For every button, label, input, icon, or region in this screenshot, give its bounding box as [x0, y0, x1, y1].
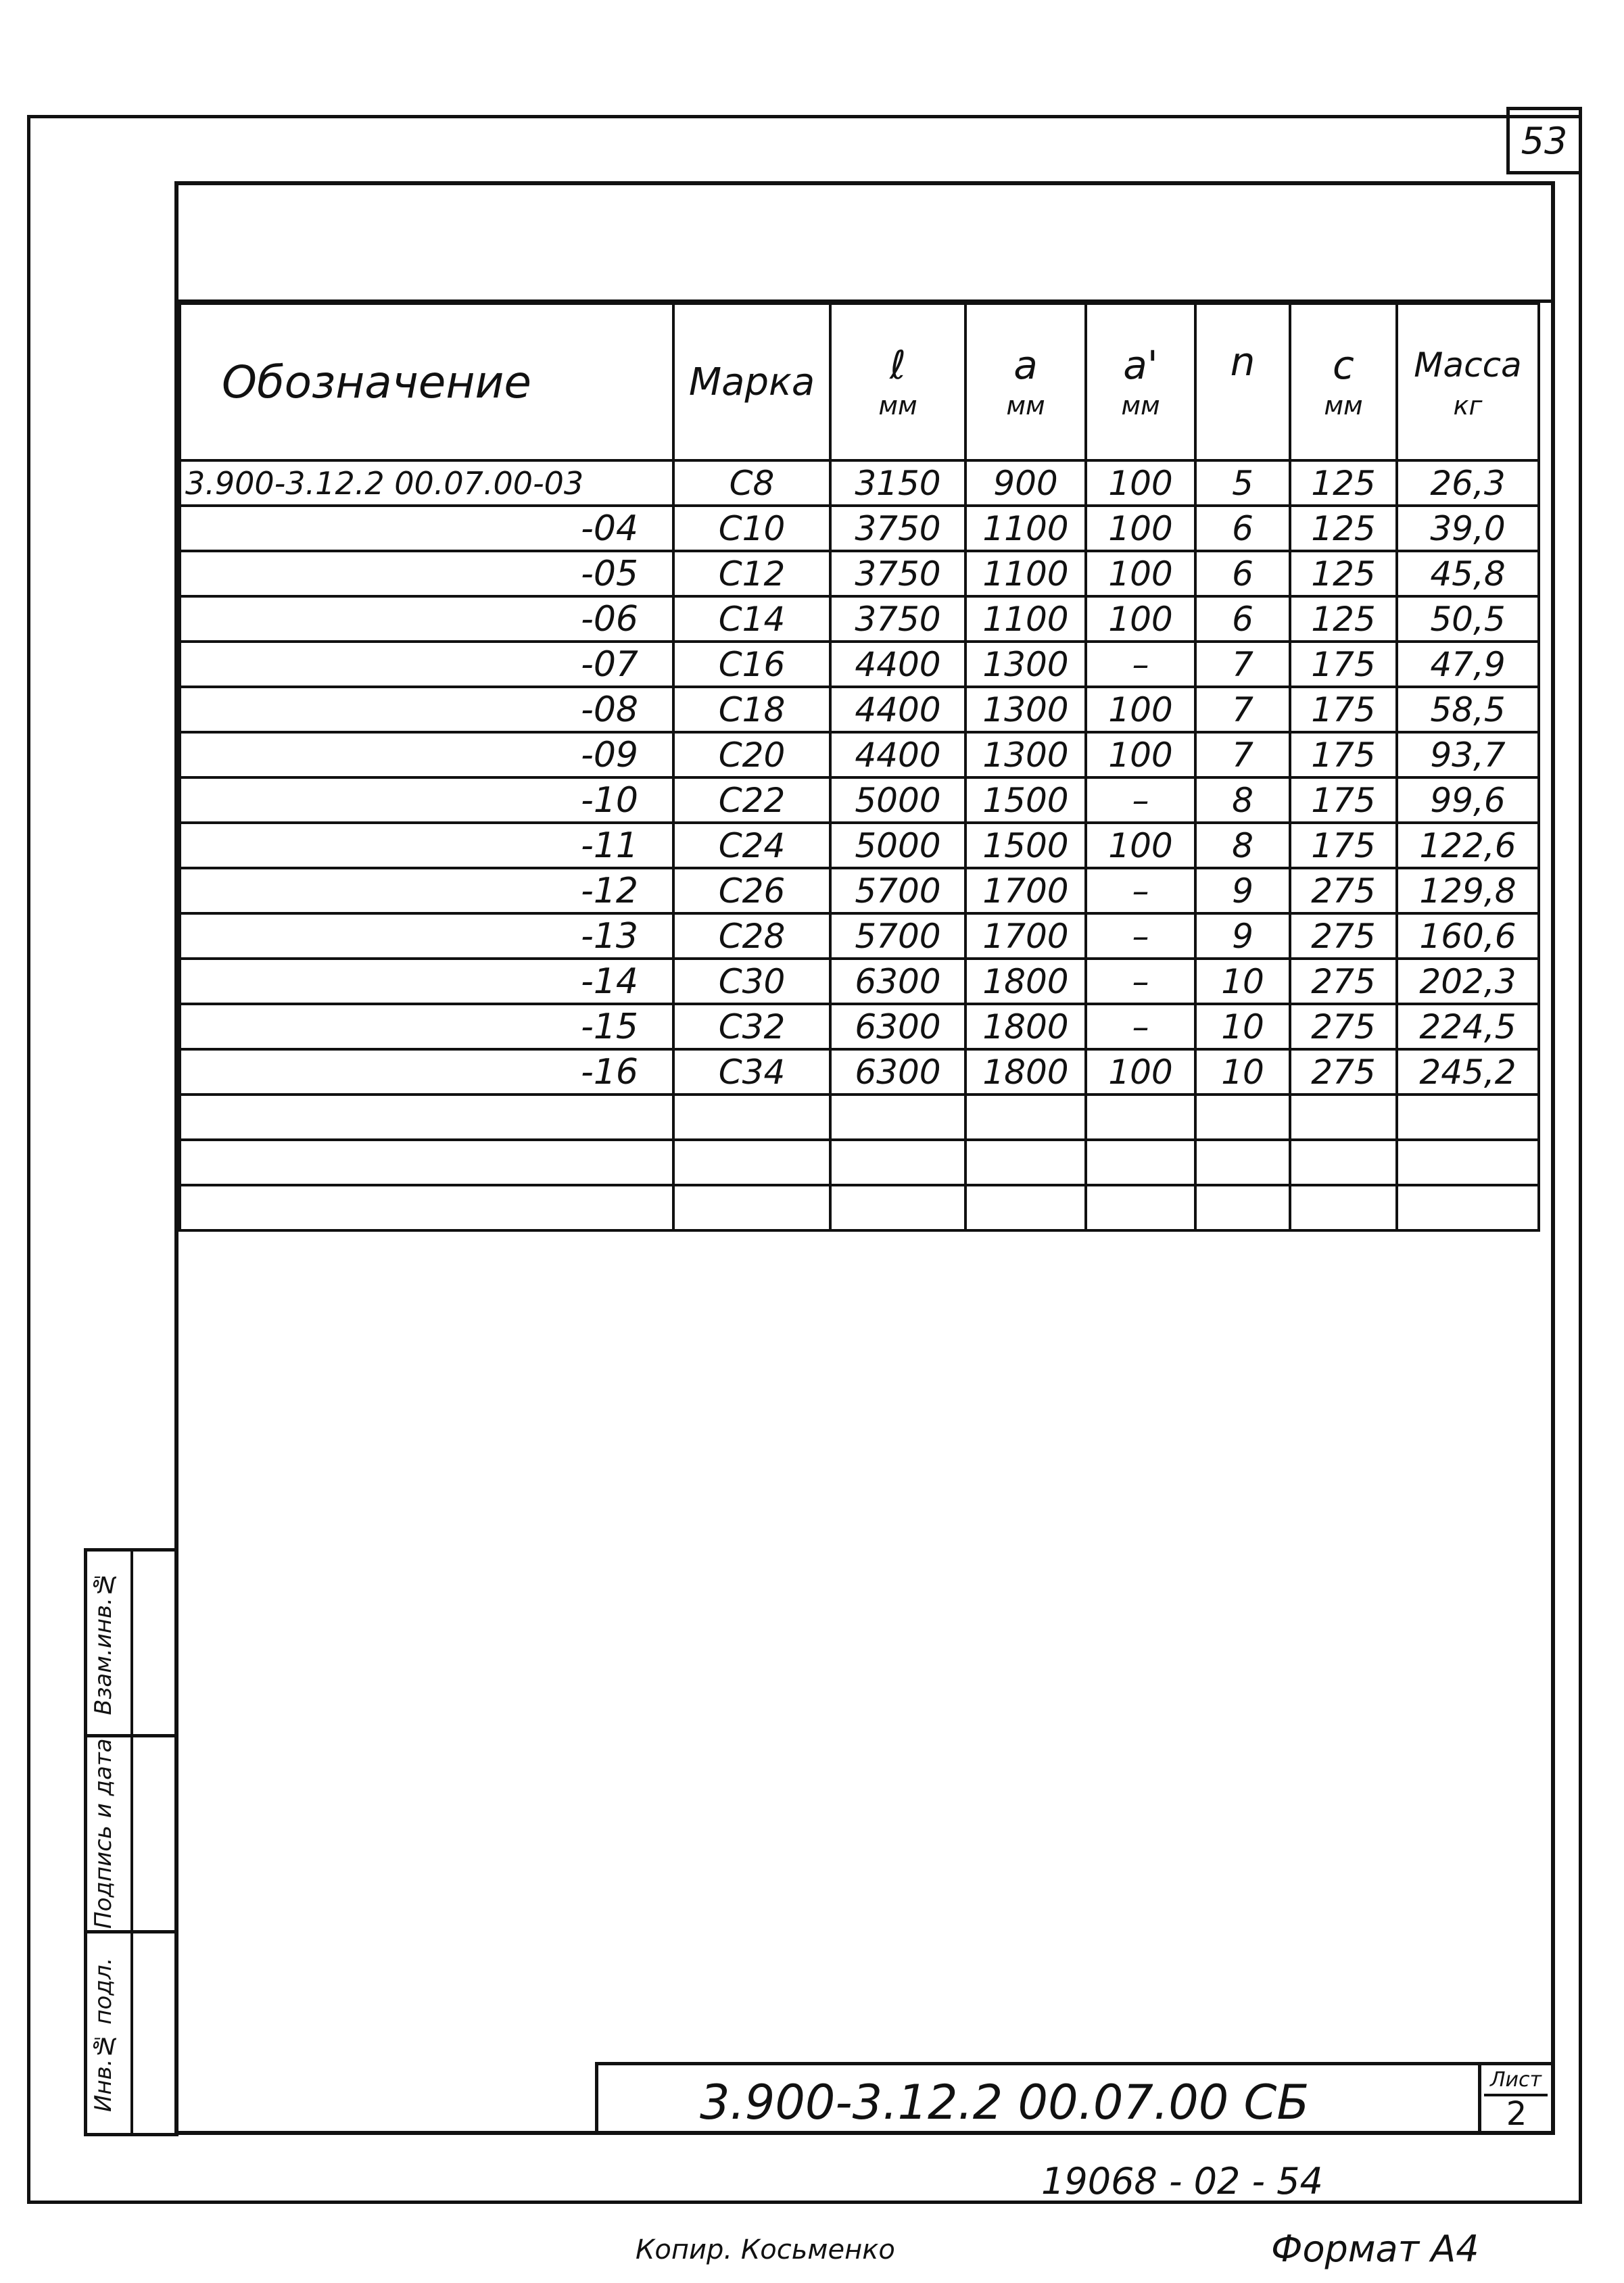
cell-mass: 93,7	[1397, 732, 1539, 777]
sheet-number-box	[1478, 2065, 1552, 2132]
table-row	[180, 1004, 1539, 1049]
cell-a: 1500	[965, 777, 1086, 823]
cell-designation: -06	[180, 596, 673, 642]
empty-cell	[673, 1140, 830, 1185]
empty-cell	[1195, 1185, 1290, 1230]
cell-n: 5	[1195, 460, 1290, 506]
cell-designation: -11	[180, 823, 673, 868]
cell-designation: -08	[180, 687, 673, 732]
header-c-symbol: c	[1333, 342, 1354, 388]
empty-cell	[830, 1140, 965, 1185]
cell-length: 6300	[830, 959, 965, 1004]
empty-cell	[1290, 1185, 1397, 1230]
cell-designation: -04	[180, 506, 673, 551]
header-length	[830, 304, 965, 460]
cell-n: 8	[1195, 777, 1290, 823]
header-a	[965, 304, 1086, 460]
cell-mass: 245,2	[1397, 1049, 1539, 1095]
header-mass-symbol: Масса	[1414, 345, 1522, 385]
cell-a: 1300	[965, 687, 1086, 732]
specification-table	[178, 302, 1540, 1232]
empty-cell	[1290, 1095, 1397, 1140]
side-strip-divider	[130, 1552, 133, 2133]
sheet-label: Лист	[1484, 2067, 1548, 2096]
table-row	[180, 460, 1539, 506]
document-code: 3.900-3.12.2 00.07.00 СБ	[700, 2075, 1310, 2130]
cell-length: 3750	[830, 551, 965, 596]
cell-a: 1100	[965, 551, 1086, 596]
cell-designation: -07	[180, 642, 673, 687]
table-row	[180, 1049, 1539, 1095]
order-number: 19068 - 02 - 54	[1041, 2160, 1323, 2203]
empty-cell	[180, 1095, 673, 1140]
cell-length: 5000	[830, 823, 965, 868]
cell-mark: С10	[673, 506, 830, 551]
cell-a-prime: –	[1086, 777, 1195, 823]
cell-length: 6300	[830, 1049, 965, 1095]
cell-mark: С30	[673, 959, 830, 1004]
header-mass	[1397, 304, 1539, 460]
empty-cell	[180, 1140, 673, 1185]
cell-mark: С26	[673, 868, 830, 913]
cell-c: 175	[1290, 823, 1397, 868]
cell-mark: С34	[673, 1049, 830, 1095]
table-row	[180, 868, 1539, 913]
cell-n: 7	[1195, 687, 1290, 732]
cell-mass: 202,3	[1397, 959, 1539, 1004]
cell-length: 3150	[830, 460, 965, 506]
empty-cell	[1195, 1095, 1290, 1140]
cell-c: 175	[1290, 732, 1397, 777]
cell-mark: С32	[673, 1004, 830, 1049]
cell-mark: С8	[673, 460, 830, 506]
cell-a-prime: 100	[1086, 823, 1195, 868]
cell-length: 4400	[830, 732, 965, 777]
cell-mark: С20	[673, 732, 830, 777]
header-mark: Марка	[673, 304, 830, 460]
empty-cell	[965, 1140, 1086, 1185]
table-body	[180, 460, 1539, 1230]
cell-designation: -09	[180, 732, 673, 777]
table-row	[180, 687, 1539, 732]
cell-n: 10	[1195, 959, 1290, 1004]
sheet-number: 2	[1506, 2095, 1527, 2133]
cell-n: 10	[1195, 1004, 1290, 1049]
header-c	[1290, 304, 1397, 460]
empty-cell	[830, 1185, 965, 1230]
cell-length: 4400	[830, 642, 965, 687]
cell-a-prime: –	[1086, 642, 1195, 687]
table-row	[180, 959, 1539, 1004]
format-note: Формат А4	[1271, 2228, 1479, 2270]
cell-mark: С16	[673, 642, 830, 687]
cell-n: 8	[1195, 823, 1290, 868]
cell-a: 1100	[965, 506, 1086, 551]
cell-a: 900	[965, 460, 1086, 506]
cell-designation: -13	[180, 913, 673, 959]
cell-length: 3750	[830, 596, 965, 642]
header-n: n	[1195, 304, 1290, 460]
cell-n: 7	[1195, 642, 1290, 687]
cell-a-prime: 100	[1086, 1049, 1195, 1095]
empty-cell	[965, 1095, 1086, 1140]
empty-cell	[1397, 1140, 1539, 1185]
cell-designation: -10	[180, 777, 673, 823]
empty-table-row	[180, 1140, 1539, 1185]
label-signature-date: Подпись и дата	[90, 1738, 117, 1929]
header-length-unit: мм	[878, 391, 917, 420]
cell-c: 175	[1290, 777, 1397, 823]
cell-a-prime: 100	[1086, 506, 1195, 551]
cell-c: 125	[1290, 460, 1397, 506]
cell-a-prime: 100	[1086, 551, 1195, 596]
table-row	[180, 642, 1539, 687]
empty-cell	[1195, 1140, 1290, 1185]
cell-a: 1300	[965, 732, 1086, 777]
empty-table-row	[180, 1185, 1539, 1230]
header-designation: Обозначение	[180, 304, 673, 460]
cell-mass: 47,9	[1397, 642, 1539, 687]
cell-mark: С24	[673, 823, 830, 868]
empty-cell	[180, 1185, 673, 1230]
cell-a-prime: 100	[1086, 460, 1195, 506]
cell-mass: 160,6	[1397, 913, 1539, 959]
empty-cell	[1086, 1095, 1195, 1140]
cell-a: 1100	[965, 596, 1086, 642]
cell-mass: 58,5	[1397, 687, 1539, 732]
cell-mass: 45,8	[1397, 551, 1539, 596]
cell-a-prime: –	[1086, 959, 1195, 1004]
cell-mass: 26,3	[1397, 460, 1539, 506]
cell-n: 6	[1195, 551, 1290, 596]
cell-n: 7	[1195, 732, 1290, 777]
cell-a-prime: 100	[1086, 596, 1195, 642]
empty-cell	[1397, 1095, 1539, 1140]
empty-cell	[1086, 1140, 1195, 1185]
cell-c: 275	[1290, 1049, 1397, 1095]
copier-note: Копир. Косьменко	[636, 2234, 895, 2265]
cell-mass: 122,6	[1397, 823, 1539, 868]
table-row	[180, 596, 1539, 642]
header-mass-unit: кг	[1453, 391, 1483, 420]
cell-a-prime: –	[1086, 913, 1195, 959]
cell-mark: С28	[673, 913, 830, 959]
cell-a: 1800	[965, 1004, 1086, 1049]
table-row	[180, 777, 1539, 823]
label-replacement-inventory: Взам.инв.№	[90, 1570, 117, 1715]
cell-length: 5700	[830, 868, 965, 913]
label-original-inventory: Инв.№ подл.	[90, 1957, 117, 2113]
empty-cell	[1086, 1185, 1195, 1230]
header-length-symbol: ℓ	[890, 342, 906, 388]
cell-length: 3750	[830, 506, 965, 551]
cell-a: 1700	[965, 868, 1086, 913]
cell-designation: -14	[180, 959, 673, 1004]
cell-c: 275	[1290, 913, 1397, 959]
cell-mass: 224,5	[1397, 1004, 1539, 1049]
cell-a: 1800	[965, 959, 1086, 1004]
cell-mark: С12	[673, 551, 830, 596]
cell-mass: 39,0	[1397, 506, 1539, 551]
cell-a-prime: –	[1086, 868, 1195, 913]
cell-mass: 99,6	[1397, 777, 1539, 823]
title-block-stamp	[595, 2062, 1555, 2135]
title-strip	[174, 181, 1555, 303]
cell-mass: 50,5	[1397, 596, 1539, 642]
table-header-row	[180, 304, 1539, 460]
cell-c: 125	[1290, 596, 1397, 642]
empty-cell	[1290, 1140, 1397, 1185]
cell-length: 5000	[830, 777, 965, 823]
cell-a: 1700	[965, 913, 1086, 959]
cell-c: 175	[1290, 687, 1397, 732]
cell-c: 175	[1290, 642, 1397, 687]
header-c-unit: мм	[1324, 391, 1363, 420]
cell-designation: 3.900-3.12.2 00.07.00-03	[180, 460, 673, 506]
empty-cell	[673, 1095, 830, 1140]
cell-c: 125	[1290, 506, 1397, 551]
cell-designation: -15	[180, 1004, 673, 1049]
cell-a-prime: 100	[1086, 732, 1195, 777]
header-a-unit: мм	[1006, 391, 1045, 420]
table-row	[180, 551, 1539, 596]
cell-c: 125	[1290, 551, 1397, 596]
cell-length: 5700	[830, 913, 965, 959]
cell-n: 6	[1195, 506, 1290, 551]
cell-mark: С18	[673, 687, 830, 732]
cell-length: 4400	[830, 687, 965, 732]
cell-mark: С14	[673, 596, 830, 642]
sheet-corner-number: 53	[1506, 107, 1582, 174]
cell-n: 9	[1195, 913, 1290, 959]
cell-mass: 129,8	[1397, 868, 1539, 913]
cell-n: 10	[1195, 1049, 1290, 1095]
cell-n: 9	[1195, 868, 1290, 913]
header-a-prime-symbol: a'	[1123, 342, 1158, 388]
cell-designation: -12	[180, 868, 673, 913]
cell-a-prime: 100	[1086, 687, 1195, 732]
empty-cell	[1397, 1185, 1539, 1230]
cell-n: 6	[1195, 596, 1290, 642]
cell-a-prime: –	[1086, 1004, 1195, 1049]
approval-side-strip	[84, 1548, 178, 2136]
empty-cell	[830, 1095, 965, 1140]
empty-cell	[673, 1185, 830, 1230]
table-row	[180, 823, 1539, 868]
cell-c: 275	[1290, 1004, 1397, 1049]
cell-a: 1300	[965, 642, 1086, 687]
cell-c: 275	[1290, 868, 1397, 913]
table-row	[180, 506, 1539, 551]
cell-a: 1800	[965, 1049, 1086, 1095]
cell-mark: С22	[673, 777, 830, 823]
cell-a: 1500	[965, 823, 1086, 868]
table-row	[180, 913, 1539, 959]
empty-table-row	[180, 1095, 1539, 1140]
header-a-symbol: a	[1013, 342, 1038, 388]
header-a-prime	[1086, 304, 1195, 460]
cell-designation: -16	[180, 1049, 673, 1095]
cell-length: 6300	[830, 1004, 965, 1049]
cell-c: 275	[1290, 959, 1397, 1004]
cell-designation: -05	[180, 551, 673, 596]
empty-cell	[965, 1185, 1086, 1230]
header-a-prime-unit: мм	[1121, 391, 1160, 420]
table-row	[180, 732, 1539, 777]
